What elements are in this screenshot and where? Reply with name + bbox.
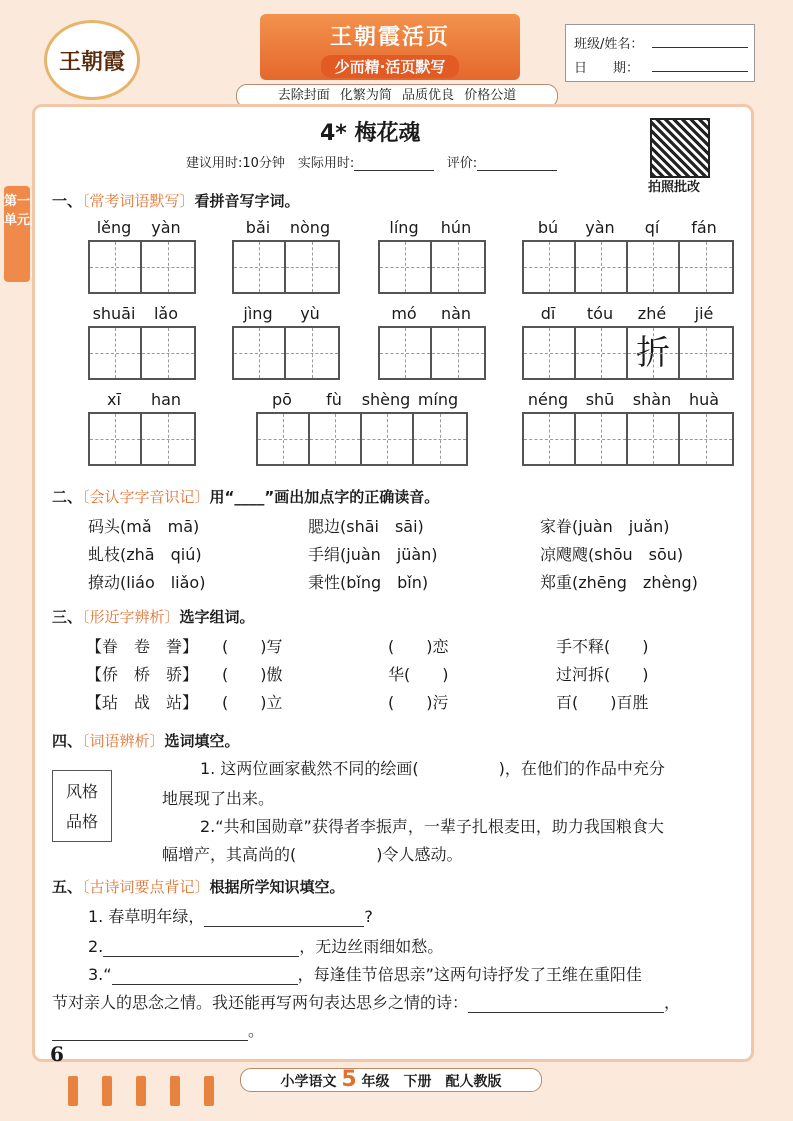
word-options-box	[52, 770, 112, 842]
writing-grid	[522, 326, 734, 380]
writing-grid	[232, 326, 340, 380]
pinyin-label: fù	[326, 390, 342, 409]
writing-cell[interactable]	[524, 242, 576, 292]
word-blank[interactable]: ( )恋	[388, 637, 449, 656]
poem-blank[interactable]	[103, 938, 299, 957]
poem-text: 。	[248, 1021, 265, 1040]
writing-cell[interactable]	[234, 242, 286, 292]
writing-cell[interactable]	[680, 242, 732, 292]
logo-text: 王朝霞	[58, 48, 125, 75]
pinyin-label: han	[150, 390, 182, 409]
qr-label: 拍照批改	[648, 180, 701, 195]
writing-cell[interactable]	[432, 242, 484, 292]
writing-cell[interactable]	[286, 242, 338, 292]
pinyin-label: mó	[391, 304, 417, 323]
pinyin-label: dī	[540, 304, 556, 323]
word-option: 品格	[65, 812, 98, 831]
writing-grid	[88, 326, 196, 380]
reading-item[interactable]: 郑重(zhēng zhèng)	[540, 573, 698, 592]
reading-item[interactable]: 撩动(liáo liǎo)	[88, 573, 206, 592]
poem-blank[interactable]	[52, 1022, 248, 1041]
suggested-time-label: 建议用时:10分钟 实际用时:	[186, 156, 355, 171]
writing-cell[interactable]	[142, 328, 194, 378]
pinyin-label: bú	[537, 218, 559, 237]
section-number: 一、	[52, 192, 83, 210]
writing-cell[interactable]	[680, 328, 732, 378]
writing-grid	[522, 240, 734, 294]
pinyin-label: fán	[691, 218, 717, 237]
poem-text: ，	[664, 993, 681, 1012]
writing-cell[interactable]	[414, 414, 466, 464]
writing-grid	[88, 412, 196, 466]
pinyin-label: míng	[417, 390, 459, 409]
section-1-heading	[52, 190, 300, 211]
date-label: 日 期：	[574, 61, 640, 76]
word-blank[interactable]: ( )写	[222, 637, 283, 656]
pinyin-label: nòng	[289, 218, 331, 237]
writing-grid	[232, 240, 340, 294]
decor-bar	[102, 1076, 112, 1106]
writing-cell[interactable]	[576, 242, 628, 292]
sentence-2-line-1: 2.“共和国勋章”获得者李振声，一辈子扎根麦田，助力我国粮食大	[200, 817, 664, 836]
poem-line-5	[52, 1018, 264, 1041]
brand-logo	[44, 20, 140, 100]
section-tag: 〔词语辨析〕	[82, 732, 165, 750]
writing-cell[interactable]	[576, 328, 628, 378]
section-tag: 〔会认字字音识记〕	[82, 488, 210, 506]
section-instruction: 选词填空。	[164, 732, 240, 750]
word-blank[interactable]: 百( )百胜	[556, 693, 649, 712]
decor-bar	[136, 1076, 146, 1106]
section-instruction: 用“____”画出加点字的正确读音。	[209, 488, 440, 506]
pinyin-label: jìng	[243, 304, 273, 323]
section-instruction: 看拼音写字词。	[194, 192, 300, 210]
pinyin-label: yàn	[585, 218, 615, 237]
char-group: 【玷 战 站】	[86, 693, 199, 712]
poem-text: ，无边丝雨细如愁。	[299, 937, 444, 956]
section-tag: 〔常考词语默写〕	[82, 192, 195, 210]
word-blank[interactable]: ( )傲	[222, 665, 283, 684]
time-line	[186, 152, 557, 171]
section-tag: 〔形近字辨析〕	[82, 608, 180, 626]
writing-cell[interactable]	[628, 242, 680, 292]
writing-cell[interactable]	[142, 414, 194, 464]
section-4-heading	[52, 730, 240, 751]
qr-code-icon[interactable]	[650, 118, 710, 178]
reading-item[interactable]: 虬枝(zhā qiú)	[88, 545, 202, 564]
section-5-heading	[52, 876, 345, 897]
reading-item[interactable]: 秉性(bǐng bǐn)	[308, 573, 429, 592]
section-instruction: 根据所学知识填空。	[209, 878, 345, 896]
pinyin-label: jié	[694, 304, 714, 323]
writing-cell[interactable]	[524, 414, 576, 464]
writing-grid	[378, 240, 486, 294]
banner-title: 王朝霞活页	[329, 25, 450, 50]
reading-item[interactable]: 家眷(juàn juǎn)	[540, 517, 670, 536]
word-option: 风格	[65, 782, 98, 801]
pinyin-label: shèng	[361, 390, 411, 409]
section-number: 三、	[52, 608, 83, 626]
section-number: 二、	[52, 488, 83, 506]
decor-bar	[68, 1076, 78, 1106]
writing-cell[interactable]	[234, 328, 286, 378]
writing-cell[interactable]	[142, 242, 194, 292]
word-blank[interactable]: 过河拆( )	[556, 665, 649, 684]
poem-text: 节对亲人的思念之情。我还能再写两句表达思乡之情的诗：	[52, 993, 469, 1012]
char-group: 【眷 卷 誊】	[86, 637, 199, 656]
decor-bar	[170, 1076, 180, 1106]
writing-cell[interactable]	[310, 414, 362, 464]
page-number: 6	[50, 1042, 64, 1066]
word-blank[interactable]: 手不释( )	[556, 637, 649, 656]
word-blank[interactable]: ( )立	[222, 693, 283, 712]
section-tag: 〔古诗词要点背记〕	[82, 878, 210, 896]
pinyin-label: bǎi	[245, 218, 271, 237]
pinyin-label: shàn	[632, 390, 672, 409]
pinyin-label: shū	[585, 390, 615, 409]
writing-cell[interactable]	[90, 328, 142, 378]
reading-item[interactable]: 手绢(juàn jüàn)	[308, 545, 438, 564]
footer-grade: 5	[341, 1067, 357, 1092]
writing-cell[interactable]	[380, 242, 432, 292]
pinyin-label: huà	[688, 390, 720, 409]
writing-grid	[256, 412, 468, 466]
pinyin-label: zhé	[637, 304, 667, 323]
student-info-box	[565, 24, 755, 82]
poem-text: 1. 春草明年绿，	[88, 907, 205, 926]
lesson-title: 4* 梅花魂	[320, 121, 421, 146]
section-number: 四、	[52, 732, 83, 750]
pinyin-label: hún	[440, 218, 472, 237]
class-name-label: 班级/姓名：	[574, 37, 644, 52]
banner-subtitle: 少而精·活页默写	[321, 55, 460, 78]
pinyin-label: xī	[107, 390, 121, 409]
poem-line-1	[88, 904, 373, 927]
sentence-2-line-2[interactable]: 幅增产，其高尚的( )令人感动。	[162, 845, 463, 864]
word-blank[interactable]: 华( )	[388, 665, 449, 684]
poem-line-2	[88, 934, 443, 957]
writing-cell[interactable]	[380, 328, 432, 378]
poem-blank[interactable]	[204, 908, 364, 927]
actual-time-field[interactable]	[354, 170, 434, 171]
word-blank[interactable]: ( )污	[388, 693, 449, 712]
writing-cell[interactable]	[680, 414, 732, 464]
section-2-heading	[52, 486, 439, 507]
pinyin-label: líng	[389, 218, 419, 237]
pinyin-label: lǎo	[153, 304, 179, 323]
pinyin-label: yàn	[151, 218, 181, 237]
writing-cell[interactable]	[258, 414, 310, 464]
pinyin-label: lěng	[96, 218, 132, 237]
poem-text: ，每逢佳节倍思亲”这两句诗抒发了王维在重阳佳	[297, 965, 642, 984]
brand-banner	[260, 14, 520, 80]
pinyin-label: nàn	[440, 304, 472, 323]
unit-side-tab: 第一单元	[4, 186, 30, 282]
pinyin-label: néng	[527, 390, 569, 409]
evaluation-field[interactable]	[477, 170, 557, 171]
pinyin-label: yù	[300, 304, 320, 323]
reading-item[interactable]: 凉飕飕(shōu sōu)	[540, 545, 684, 564]
writing-cell[interactable]	[90, 242, 142, 292]
writing-cell[interactable]	[576, 414, 628, 464]
pinyin-label: qí	[644, 218, 660, 237]
slogan-strip: 去除封面 化繁为简 品质优良 价格公道	[236, 84, 558, 108]
writing-grid	[88, 240, 196, 294]
section-3-heading	[52, 606, 255, 627]
poem-line-4	[52, 990, 680, 1013]
section-instruction: 选字组词。	[179, 608, 255, 626]
writing-cell[interactable]: 折	[628, 328, 680, 378]
pinyin-label: pō	[272, 390, 292, 409]
char-group: 【侨 桥 骄】	[86, 665, 199, 684]
poem-line-3	[88, 962, 642, 985]
date-field[interactable]	[652, 71, 748, 72]
poem-text: 2.	[88, 937, 104, 956]
writing-cell[interactable]	[286, 328, 338, 378]
pinyin-label: shuāi	[92, 304, 136, 323]
footer-subject: 小学语文	[280, 1074, 337, 1090]
reading-item[interactable]: 腮边(shāi sāi)	[308, 517, 424, 536]
writing-cell[interactable]	[432, 328, 484, 378]
footer-edition: 年级 下册 配人教版	[361, 1074, 502, 1090]
writing-cell[interactable]	[90, 414, 142, 464]
reading-item[interactable]: 码头(mǎ mā)	[88, 517, 200, 536]
writing-cell[interactable]	[628, 414, 680, 464]
sentence-1-line-2: 地展现了出来。	[162, 789, 275, 808]
footer-strip	[240, 1068, 542, 1092]
writing-cell[interactable]	[362, 414, 414, 464]
writing-grid	[522, 412, 734, 466]
evaluation-label: 评价:	[446, 156, 478, 171]
decor-bar	[204, 1076, 214, 1106]
class-name-field[interactable]	[652, 47, 748, 48]
poem-text: 3.“	[88, 965, 112, 984]
writing-grid	[378, 326, 486, 380]
sentence-1-line-1[interactable]: 1. 这两位画家截然不同的绘画( )，在他们的作品中充分	[200, 759, 665, 778]
poem-blank[interactable]	[468, 994, 664, 1013]
poem-text: ?	[364, 907, 373, 926]
poem-blank[interactable]	[112, 966, 298, 985]
section-number: 五、	[52, 878, 83, 896]
writing-cell[interactable]	[524, 328, 576, 378]
pinyin-label: tóu	[586, 304, 614, 323]
